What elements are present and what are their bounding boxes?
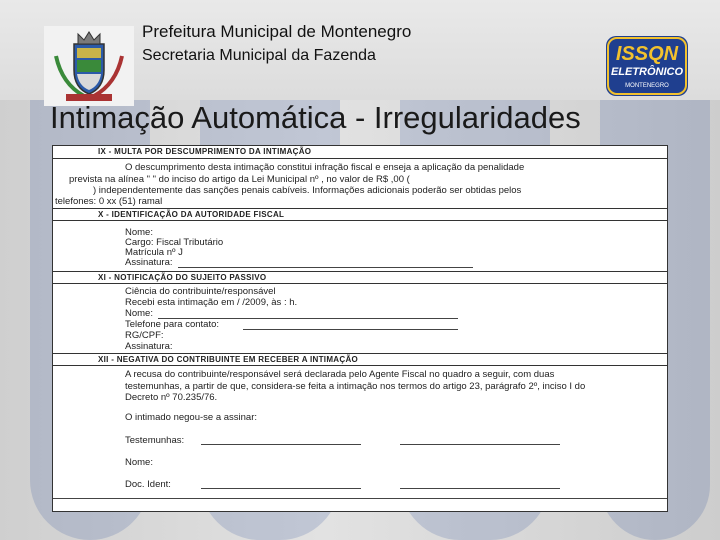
logo-text-issqn: ISSQN [615,43,679,65]
witness-2-doc-line [400,488,560,489]
section-xii-heading: XII - NEGATIVA DO CONTRIBUINTE EM RECEBER A INTIMAÇÃO [53,353,668,366]
refusal-statement: O intimado negou-se a assinar: [125,412,258,423]
slide-title: Intimação Automática - Irregularidades [50,100,581,135]
taxpayer-phone-label: Telefone para contato: [125,319,220,330]
section-ix-line: prevista na alínea " " do inciso do artigo da Lei Municipal nº , no valor de R$ ,00 ( [69,174,410,185]
intimation-form [52,145,668,512]
authority-registration: Matrícula nº J [125,247,183,258]
logo-text-eletronico: ELETRÔNICO [610,66,684,78]
signature-line [178,267,473,268]
taxpayer-acknowledgement: Ciência do contribuinte/responsável [125,286,276,297]
refusal-text-line: A recusa do contribuinte/responsável será declarada pelo Agente Fiscal no quadro a seguir, com duas [125,369,555,380]
taxpayer-name-label: Nome: [125,308,153,319]
section-ix-line: telefones: 0 xx (51) ramal [55,196,163,207]
form-bottom-border [53,498,668,499]
taxpayer-id-label: RG/CPF: [125,330,164,341]
section-ix-line: ) independentemente das sanções penais cabíveis. Informações adicionais poderão ser obtidas pelos [93,185,522,196]
refusal-text-line: testemunhas, a partir de que, considera-se feita a intimação nos termos do artigo 23, parágrafo 2º, inciso I do [125,381,586,392]
witness-name-label: Nome: [125,457,153,468]
witness-doc-label: Doc. Ident: [125,479,171,490]
taxpayer-phone-line [243,329,458,330]
logo-text-montenegro: MONTENEGRO [625,83,669,89]
authority-signature-label: Assinatura: [125,257,173,268]
witness-1-line [201,444,361,445]
section-xi-heading: XI - NOTIFICAÇÃO DO SUJEITO PASSIVO [53,271,668,284]
refusal-text-line: Decreto nº 70.235/76. [125,392,218,403]
section-x-heading: X - IDENTIFICAÇÃO DA AUTORIDADE FISCAL [53,208,668,221]
municipal-crest-icon [44,26,134,106]
taxpayer-signature-label: Assinatura: [125,341,173,352]
witness-1-doc-line [201,488,361,489]
issqn-eletronico-logo [604,30,690,100]
authority-role: Cargo: Fiscal Tributário [125,237,224,248]
section-ix-heading: IX - MULTA POR DESCUMPRIMENTO DA INTIMAÇÃO [53,146,668,159]
authority-name-label: Nome: [125,227,153,238]
witnesses-label: Testemunhas: [125,435,185,446]
section-ix-line: O descumprimento desta intimação constitui infração fiscal e enseja a aplicação da penalidade [125,162,525,173]
receipt-date-line: Recebi esta intimação em / /2009, às : h. [125,297,298,308]
department-name: Secretaria Municipal da Fazenda [142,47,376,64]
witness-2-line [400,444,560,445]
organization-name: Prefeitura Municipal de Montenegro [142,22,412,41]
